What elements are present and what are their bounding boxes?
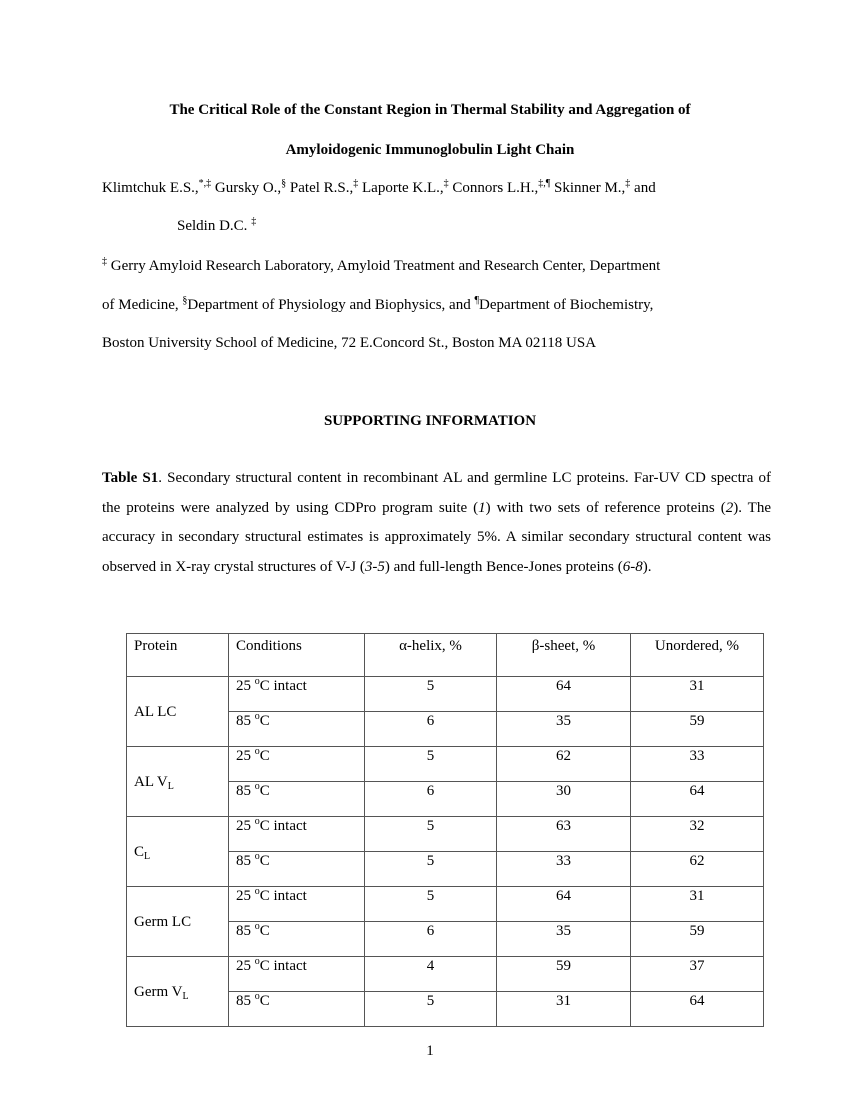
author-list	[102, 180, 656, 197]
caption-text: ). The accuracy in secondary structural estimates is approximately 5%. A similar secondary structural content was observed in X-ray crystal structures of V-J (	[102, 499, 771, 575]
author-mark: ‡	[353, 178, 359, 189]
sheet-value: 64	[497, 677, 631, 712]
affiliation-text: of Medicine,	[102, 297, 183, 313]
header-conditions: Conditions	[229, 634, 365, 677]
protein-cell	[127, 817, 229, 887]
page-number: 1	[426, 1043, 434, 1059]
temperature: 85	[236, 713, 255, 729]
condition-text: C	[259, 783, 270, 799]
conditions-cell	[229, 782, 365, 817]
degree-mark: o	[254, 921, 260, 932]
helix-value: 6	[365, 782, 497, 817]
protein-subscript: L	[144, 850, 151, 862]
author: Skinner M.,	[550, 180, 626, 196]
protein-cell	[127, 747, 229, 817]
sheet-value: 31	[497, 992, 631, 1027]
affiliation-line-3: Boston University School of Medicine, 72 E.Concord St., Boston MA 02118 USA	[102, 335, 597, 351]
protein-cell	[127, 957, 229, 1027]
citation-ref: 3-5	[364, 558, 385, 575]
section-heading: SUPPORTING INFORMATION	[323, 413, 537, 429]
author: Laporte K.L.,	[358, 180, 444, 196]
author-mark: ‡	[443, 178, 449, 189]
author-mark: ‡,¶	[538, 178, 551, 189]
temperature: 25	[236, 958, 255, 974]
affiliation-mark: ¶	[474, 295, 479, 306]
temperature: 25	[236, 888, 255, 904]
author-conjunction: and	[630, 180, 656, 196]
unordered-value: 31	[631, 887, 764, 922]
condition-text: C intact	[259, 818, 307, 834]
temperature: 85	[236, 783, 255, 799]
protein-name: Germ LC	[134, 913, 192, 930]
degree-mark: o	[254, 816, 260, 827]
temperature: 85	[236, 923, 255, 939]
protein-name: Germ V	[134, 983, 183, 1000]
table-label: Table S1	[102, 470, 159, 486]
unordered-value: 31	[631, 677, 764, 712]
unordered-value: 33	[631, 747, 764, 782]
author: Seldin D.C.	[177, 218, 252, 234]
caption-text: . Secondary structural content in recombinant AL and germline LC proteins. Far-UV CD spectra of the proteins were analyzed by using CDPro program suite (	[102, 470, 771, 516]
protein-cell	[127, 677, 229, 747]
unordered-value: 37	[631, 957, 764, 992]
paper-title-line-1: The Critical Role of the Constant Region in Thermal Stability and Aggregation of	[169, 102, 691, 118]
degree-mark: o	[254, 956, 260, 967]
affiliation-line-1	[102, 258, 660, 275]
author-mark: ‡	[251, 216, 257, 227]
condition-text: C intact	[259, 958, 307, 974]
author: Gursky O.,	[211, 180, 282, 196]
author-list-continued	[177, 218, 256, 235]
sheet-value: 30	[497, 782, 631, 817]
helix-value: 5	[365, 817, 497, 852]
protein-subscript: L	[182, 990, 189, 1002]
helix-value: 5	[365, 677, 497, 712]
degree-mark: o	[254, 711, 260, 722]
caption-text: ) with two sets of reference proteins (	[485, 499, 726, 516]
degree-mark: o	[254, 886, 260, 897]
sheet-value: 35	[497, 712, 631, 747]
protein-subscript: L	[167, 780, 174, 792]
degree-mark: o	[254, 746, 260, 757]
conditions-cell	[229, 992, 365, 1027]
conditions-cell	[229, 712, 365, 747]
degree-mark: o	[254, 781, 260, 792]
affiliation-text: Department of Biochemistry,	[478, 297, 654, 313]
helix-value: 4	[365, 957, 497, 992]
conditions-cell	[229, 817, 365, 852]
table-body	[127, 677, 764, 1027]
temperature: 85	[236, 853, 255, 869]
protein-cell	[127, 887, 229, 957]
unordered-value: 64	[631, 782, 764, 817]
conditions-cell	[229, 887, 365, 922]
table-header-row	[127, 634, 764, 677]
citation-ref: 6-8	[622, 558, 643, 575]
temperature: 85	[236, 993, 255, 1009]
author: Klimtchuk E.S.,	[102, 180, 199, 196]
sheet-value: 33	[497, 852, 631, 887]
table-row	[127, 957, 764, 992]
affiliation-text: Department of Physiology and Biophysics, and	[187, 297, 475, 313]
conditions-cell	[229, 852, 365, 887]
condition-text: C	[259, 748, 270, 764]
author: Connors L.H.,	[448, 180, 539, 196]
condition-text: C	[259, 713, 270, 729]
protein-name: AL V	[134, 773, 168, 790]
temperature: 25	[236, 818, 255, 834]
unordered-value: 62	[631, 852, 764, 887]
caption-text: ) and full-length Bence-Jones proteins (	[384, 558, 623, 575]
author: Patel R.S.,	[286, 180, 354, 196]
table-row	[127, 887, 764, 922]
citation-ref: 2	[725, 499, 734, 516]
table-caption	[102, 464, 771, 582]
helix-value: 6	[365, 922, 497, 957]
header-alpha-helix: α-helix, %	[365, 634, 497, 677]
sheet-value: 59	[497, 957, 631, 992]
helix-value: 5	[365, 747, 497, 782]
table-row	[127, 817, 764, 852]
condition-text: C	[259, 853, 270, 869]
sheet-value: 35	[497, 922, 631, 957]
protein-name: AL LC	[134, 703, 177, 720]
header-beta-sheet: β-sheet, %	[497, 634, 631, 677]
unordered-value: 32	[631, 817, 764, 852]
caption-text: ).	[642, 558, 652, 575]
paper-title-line-2: Amyloidogenic Immunoglobulin Light Chain	[285, 142, 575, 158]
conditions-cell	[229, 747, 365, 782]
sheet-value: 63	[497, 817, 631, 852]
helix-value: 5	[365, 852, 497, 887]
table-row	[127, 747, 764, 782]
secondary-structure-table	[126, 633, 764, 1027]
header-unordered: Unordered, %	[631, 634, 764, 677]
sheet-value: 62	[497, 747, 631, 782]
author-mark: §	[281, 178, 287, 189]
condition-text: C	[259, 993, 270, 1009]
helix-value: 5	[365, 887, 497, 922]
degree-mark: o	[254, 991, 260, 1002]
conditions-cell	[229, 677, 365, 712]
helix-value: 5	[365, 992, 497, 1027]
temperature: 25	[236, 748, 255, 764]
degree-mark: o	[254, 676, 260, 687]
table-row	[127, 677, 764, 712]
condition-text: C	[259, 923, 270, 939]
affiliation-mark: §	[182, 295, 188, 306]
conditions-cell	[229, 957, 365, 992]
author-mark: *,‡	[198, 178, 212, 189]
condition-text: C intact	[259, 888, 307, 904]
unordered-value: 59	[631, 922, 764, 957]
condition-text: C intact	[259, 678, 307, 694]
unordered-value: 64	[631, 992, 764, 1027]
author-mark: ‡	[625, 178, 631, 189]
sheet-value: 64	[497, 887, 631, 922]
helix-value: 6	[365, 712, 497, 747]
citation-ref: 1	[478, 499, 486, 516]
affiliation-mark: ‡	[102, 256, 107, 267]
header-protein: Protein	[127, 634, 229, 677]
protein-name: C	[134, 843, 145, 860]
affiliation-text: Gerry Amyloid Research Laboratory, Amyloid Treatment and Research Center, Department	[107, 258, 661, 274]
unordered-value: 59	[631, 712, 764, 747]
degree-mark: o	[254, 851, 260, 862]
conditions-cell	[229, 922, 365, 957]
temperature: 25	[236, 678, 255, 694]
affiliation-line-2	[102, 297, 653, 314]
